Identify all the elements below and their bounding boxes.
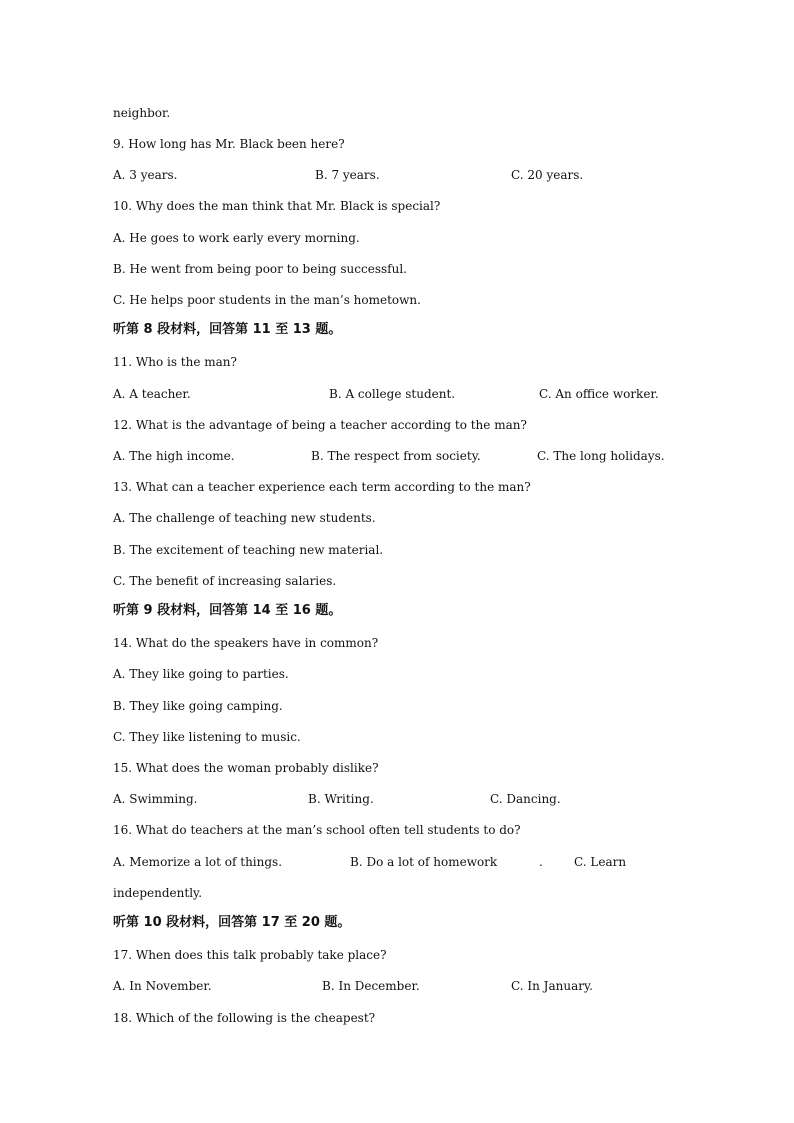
question-14: 14. What do the speakers have in common?: [113, 636, 379, 650]
option-a: A. 3 years.: [113, 168, 178, 182]
text-line: independently.: [113, 886, 203, 900]
option-a: A. The challenge of teaching new students.: [113, 511, 376, 525]
option-b: B. Writing.: [308, 792, 374, 806]
option-b: B. 7 years.: [315, 168, 380, 182]
option-b: B. In December.: [322, 979, 420, 993]
option-b: B. He went from being poor to being successful.: [113, 262, 407, 276]
option-a: A. A teacher.: [113, 387, 191, 401]
option-c: C. An office worker.: [539, 387, 659, 401]
text-line: neighbor.: [113, 106, 171, 120]
option-c: C. 20 years.: [511, 168, 584, 182]
question-15: 15. What does the woman probably dislike?: [113, 761, 379, 775]
option-c: C. In January.: [511, 979, 593, 993]
option-c: C. The long holidays.: [537, 449, 665, 463]
option-a: A. He goes to work early every morning.: [113, 231, 360, 245]
option-c: C. He helps poor students in the man’s hometown.: [113, 293, 421, 307]
section-heading: 听第 10 段材料，回答第 17 至 20 题。: [113, 915, 351, 930]
option-c: C. Dancing.: [490, 792, 561, 806]
option-c: C. Learn: [574, 855, 627, 869]
question-9: 9. How long has Mr. Black been here?: [113, 137, 345, 151]
option-c: C. They like listening to music.: [113, 730, 301, 744]
question-10: 10. Why does the man think that Mr. Black is special?: [113, 199, 441, 213]
question-17: 17. When does this talk probably take place?: [113, 948, 387, 962]
option-b: B. The respect from society.: [311, 449, 481, 463]
option-b: B. The excitement of teaching new material.: [113, 543, 384, 557]
question-18: 18. Which of the following is the cheapest?: [113, 1011, 376, 1025]
question-16: 16. What do teachers at the man’s school often tell students to do?: [113, 823, 521, 837]
option-a: A. Swimming.: [113, 792, 198, 806]
period-mark: .: [539, 855, 543, 869]
option-c: C. The benefit of increasing salaries.: [113, 574, 337, 588]
question-12: 12. What is the advantage of being a teacher according to the man?: [113, 418, 527, 432]
section-heading: 听第 8 段材料，回答第 11 至 13 题。: [113, 322, 342, 337]
question-13: 13. What can a teacher experience each term according to the man?: [113, 480, 531, 494]
option-a: A. In November.: [113, 979, 212, 993]
option-a: A. They like going to parties.: [113, 667, 289, 681]
option-b: B. They like going camping.: [113, 699, 283, 713]
option-a: A. Memorize a lot of things.: [113, 855, 283, 869]
option-a: A. The high income.: [113, 449, 235, 463]
question-11: 11. Who is the man?: [113, 355, 237, 369]
option-b: B. A college student.: [329, 387, 456, 401]
option-b: B. Do a lot of homework: [350, 855, 498, 869]
section-heading: 听第 9 段材料，回答第 14 至 16 题。: [113, 603, 342, 618]
